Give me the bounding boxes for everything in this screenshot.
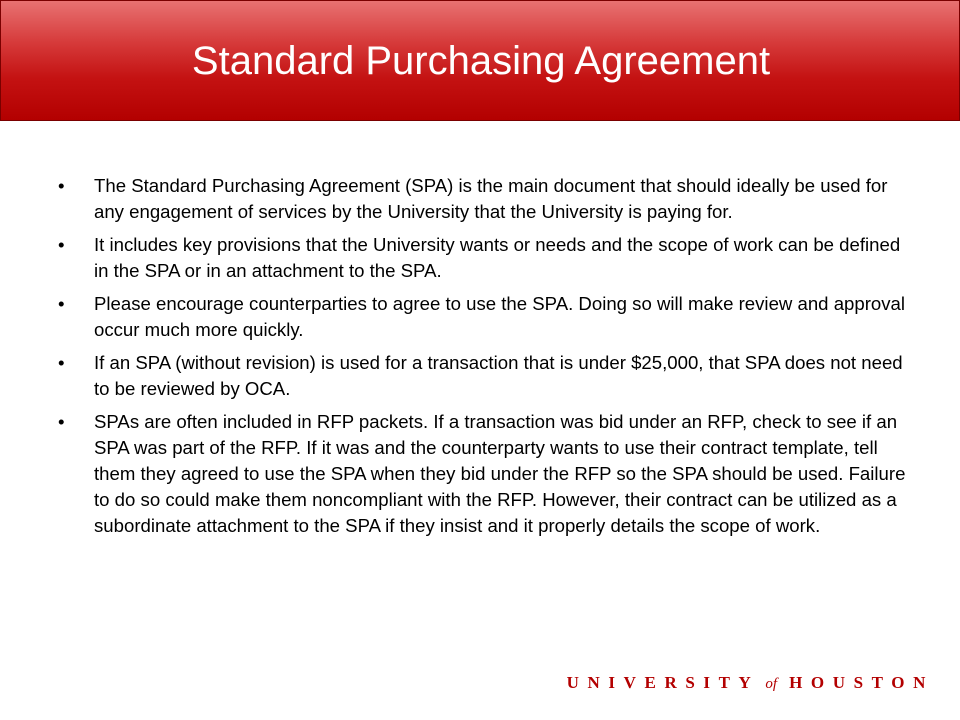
bullet-item [56, 350, 906, 402]
university-logo [567, 673, 934, 697]
bullet-item [56, 291, 906, 343]
bullet-dot: • [58, 175, 65, 196]
bullet-text: SPAs are often included in RFP packets. If a transaction was bid under an RFP, check to see if an SPA was part of the RFP. If it was and the counterparty wants to use their contract template, tell them they agreed to use the SPA when they bid under the RFP so the SPA should be used. Failure to do so could make them noncompliant with the RFP. However, their contract can be utilized as a subordinate attachment to the SPA if they insist and it properly details the scope of work. [94, 411, 906, 536]
bullet-text: The Standard Purchasing Agreement (SPA) is the main document that should ideally be used for any engagement of services by the University that the University is paying for. [94, 175, 888, 222]
bullet-dot: • [58, 411, 65, 432]
bullet-text: Please encourage counterparties to agree to use the SPA. Doing so will make review and approval occur much more quickly. [94, 293, 906, 340]
bullet-text: If an SPA (without revision) is used for a transaction that is under $25,000, that SPA does not need to be reviewed by OCA. [94, 352, 903, 399]
bullet-dot: • [58, 352, 65, 373]
logo-word-university: UNIVERSITY [566, 673, 760, 692]
bullet-dot: • [58, 234, 65, 255]
logo-word-of: of [765, 676, 778, 692]
bullet-list [56, 173, 906, 546]
title-bar [0, 0, 960, 121]
bullet-item [56, 232, 906, 284]
bullet-text: It includes key provisions that the University wants or needs and the scope of work can be defined in the SPA or in an attachment to the SPA. [94, 234, 901, 281]
bullet-item [56, 173, 906, 225]
bullet-dot: • [58, 293, 65, 314]
slide-title: Standard Purchasing Agreement [191, 39, 771, 83]
bullet-item [56, 409, 906, 539]
logo-word-houston: HOUSTON [789, 673, 934, 692]
